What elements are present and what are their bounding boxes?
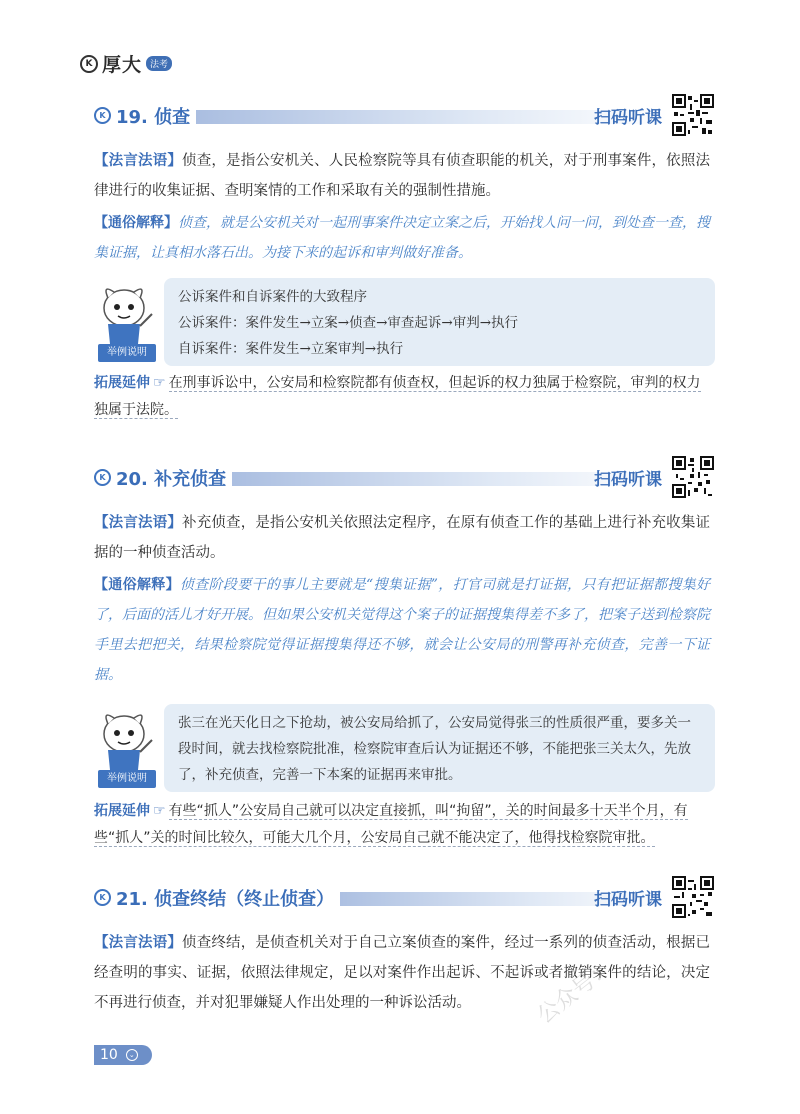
extension-text: 在刑事诉讼中，公安局和检察院都有侦查权，但起诉的权力独属于检察院，审判的权力独属于法院。 xyxy=(94,375,701,418)
badge-icon: K xyxy=(94,107,111,124)
law-text: 补充侦查，是指公安机关依照法定程序，在原有侦查工作的基础上进行补充收集证据的一种侦查活动。 xyxy=(94,515,711,561)
logo-subtitle: 法考 xyxy=(146,56,172,71)
law-paragraph xyxy=(94,928,710,1018)
badge-icon: K xyxy=(94,469,111,486)
example-line: 公诉案件和自诉案件的大致程序 xyxy=(178,289,367,305)
example-box xyxy=(164,704,715,792)
law-tag: 【法言法语】 xyxy=(94,515,183,531)
law-tag: 【法言法语】 xyxy=(94,153,183,169)
section-19 xyxy=(94,98,710,424)
popular-paragraph xyxy=(94,570,710,690)
scan-label: 扫码听课 xyxy=(594,108,662,128)
example-line: 公诉案件：案件发生→立案→侦查→审查起诉→审判→执行 xyxy=(178,315,519,331)
example-line: 自诉案件：案件发生→立案审判→执行 xyxy=(178,341,404,357)
example-line: 张三在光天化日之下抢劫，被公安局给抓了，公安局觉得张三的性质很严重，要多关一段时间，就去找检察院批准，检察院审查后认为证据还不够，不能把张三关太久，先放了，补充侦查，完善一下本案的证据再来审批。 xyxy=(178,715,691,783)
law-paragraph xyxy=(94,508,710,568)
section-title: 21. 侦查终结（终止侦查） xyxy=(116,885,340,911)
qr-code-icon[interactable] xyxy=(672,456,714,498)
badge-icon: K xyxy=(94,889,111,906)
logo-mark-icon: K xyxy=(80,55,98,73)
popular-paragraph xyxy=(94,208,710,268)
popular-text: 侦查，就是公安机关对一起刑事案件决定立案之后，开始找人问一问，到处查一查，搜集证据，让真相水落石出。为接下来的起诉和审判做好准备。 xyxy=(94,215,710,261)
example-block xyxy=(94,704,710,796)
section-title: 20. 补充侦查 xyxy=(116,465,232,491)
extension-paragraph xyxy=(94,798,710,852)
example-block xyxy=(94,278,710,368)
section-header xyxy=(94,460,710,500)
scan-label: 扫码听课 xyxy=(594,470,662,490)
section-header xyxy=(94,98,710,138)
law-paragraph xyxy=(94,146,710,206)
extension-label: 拓展延伸 xyxy=(94,375,150,391)
watermark: 公众号： xyxy=(532,955,618,1030)
pointing-hand-icon: ☞ xyxy=(153,375,166,391)
section-20 xyxy=(94,460,710,852)
popular-tag: 【通俗解释】 xyxy=(94,215,178,231)
page-number-badge xyxy=(94,1045,152,1065)
scan-label: 扫码听课 xyxy=(594,890,662,910)
section-header xyxy=(94,880,710,920)
law-text: 侦查，是指公安机关、人民检察院等具有侦查职能的机关，对于刑事案件，依照法律进行的收集证据、查明案情的工作和采取有关的强制性措施。 xyxy=(94,153,711,199)
example-box xyxy=(164,278,715,366)
logo-text: 厚大 xyxy=(102,54,143,76)
law-text: 侦查终结，是侦查机关对于自己立案侦查的案件，经过一系列的侦查活动，根据已经查明的事实、证据，依照法律规定，足以对案件作出起诉、不起诉或者撤销案件的结论，决定不再进行侦查，并对犯罪嫌疑人作出处理的一种诉讼活动。 xyxy=(94,935,711,1011)
publisher-logo xyxy=(80,50,172,77)
extension-paragraph xyxy=(94,370,710,424)
extension-label: 拓展延伸 xyxy=(94,803,150,819)
pointing-hand-icon: ☞ xyxy=(153,803,166,819)
extension-text: 有些“抓人”公安局自己就可以决定直接抓，叫“拘留”，关的时间最多十天半个月，有些“抓人”关的时间比较久，可能大几个月，公安局自己就不能决定了，他得找检察院审批。 xyxy=(94,803,688,846)
law-tag: 【法言法语】 xyxy=(94,935,183,951)
example-label: 举例说明 xyxy=(98,770,156,788)
qr-code-icon[interactable] xyxy=(672,876,714,918)
qr-code-icon[interactable] xyxy=(672,94,714,136)
chevron-circle-icon: ⌄ xyxy=(126,1049,138,1061)
section-21 xyxy=(94,880,710,1018)
page-number: 10 xyxy=(100,1047,118,1063)
popular-tag: 【通俗解释】 xyxy=(94,577,180,593)
example-label: 举例说明 xyxy=(98,344,156,362)
popular-text: 侦查阶段要干的事儿主要就是“搜集证据”，打官司就是打证据，只有把证据都搜集好了，后面的活儿才好开展。但如果公安机关觉得这个案子的证据搜集得差不多了，把案子送到检察院手里去把把关，结果检察院觉得证据搜集得还不够，就会让公安局的刑警再补充侦查，完善一下证据。 xyxy=(94,577,711,683)
section-title: 19. 侦查 xyxy=(116,103,196,129)
